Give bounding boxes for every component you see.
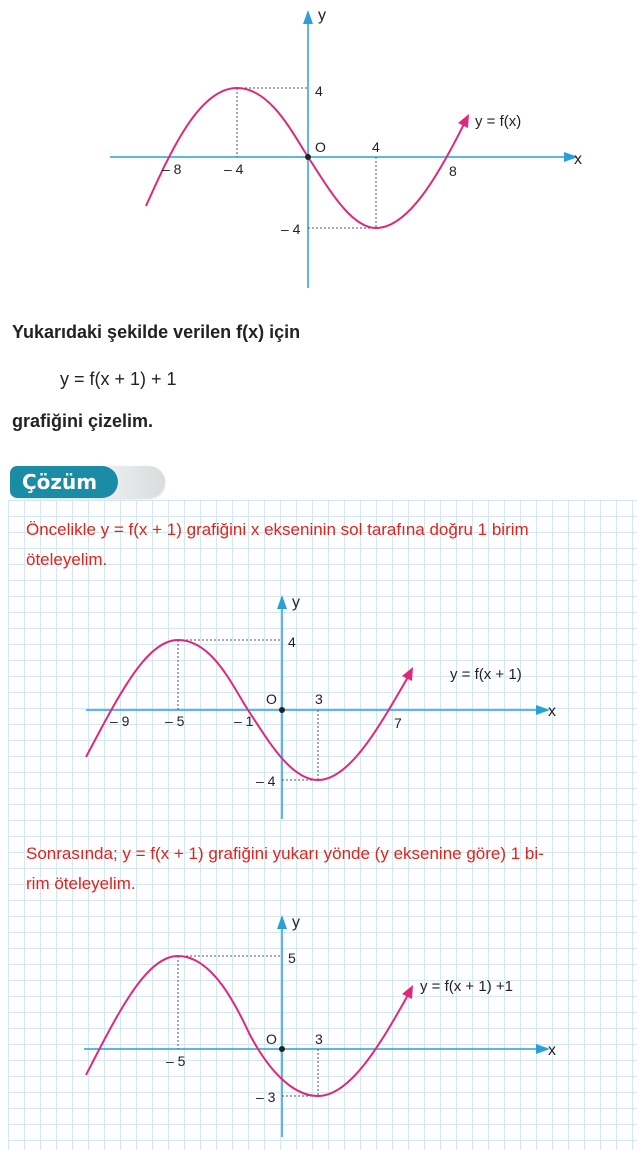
curve-label: y = f(x + 1) +1 <box>420 978 513 995</box>
label-x-m5: – 5 <box>165 713 185 729</box>
step1-line-2: öteleyelim. <box>26 550 108 569</box>
origin-dot <box>305 154 311 160</box>
problem-formula: y = f(x + 1) + 1 <box>60 369 177 389</box>
label-x-7: 7 <box>394 715 402 731</box>
label-x-4: 4 <box>372 139 380 155</box>
step2-line-1: Sonrasında; y = f(x + 1) grafiğini yukarı yönde (y eksenine göre) 1 bi- <box>26 844 544 863</box>
origin-dot <box>279 1046 285 1052</box>
problem-line-1: Yukarıdaki şekilde verilen f(x) için <box>12 322 301 342</box>
y-axis-label: y <box>292 914 300 931</box>
curve-f <box>146 88 464 228</box>
x-axis-label: x <box>548 1042 556 1059</box>
label-x-8: 8 <box>449 163 457 179</box>
label-y-4: 4 <box>288 634 296 650</box>
label-x-m8: – 8 <box>162 161 182 177</box>
y-axis-arrow-icon <box>277 595 287 609</box>
label-x-m4: – 4 <box>224 161 244 177</box>
step2-line-2: rim öteleyelim. <box>26 874 136 893</box>
curve-label: y = f(x + 1) <box>450 666 522 683</box>
label-y-m4: – 4 <box>256 773 276 789</box>
curve-label: y = f(x) <box>475 113 522 130</box>
y-axis-label: y <box>292 594 300 611</box>
y-axis-arrow-icon <box>303 10 313 24</box>
origin-dot <box>279 707 285 713</box>
x-axis-label: x <box>574 151 582 168</box>
label-y-m4: – 4 <box>281 221 301 237</box>
label-x-m5: – 5 <box>166 1053 186 1069</box>
curve-f-shifted-up <box>86 956 408 1096</box>
label-x-m1: – 1 <box>234 713 254 729</box>
problem-line-2: grafiğini çizelim. <box>12 411 154 431</box>
label-y-5: 5 <box>288 950 296 966</box>
y-axis-label: y <box>318 7 326 24</box>
graph-original-f <box>0 0 637 300</box>
label-x-m9: – 9 <box>110 713 130 729</box>
label-origin: O <box>266 1031 277 1047</box>
label-x-3: 3 <box>315 1031 323 1047</box>
cozum-badge <box>10 466 165 498</box>
cozum-label: Çözüm <box>10 466 118 498</box>
label-y-4: 4 <box>315 83 323 99</box>
y-axis-arrow-icon <box>277 915 287 929</box>
step1-line-1: Öncelikle y = f(x + 1) grafiğini x ekseninin sol tarafına doğru 1 birim <box>26 520 529 539</box>
graph-shift-up <box>0 905 637 1150</box>
label-origin: O <box>266 691 277 707</box>
label-x-3: 3 <box>315 691 323 707</box>
graph-shift-left <box>0 585 637 835</box>
x-axis-label: x <box>548 703 556 720</box>
label-y-m3: – 3 <box>256 1089 276 1105</box>
label-origin: O <box>315 139 326 155</box>
